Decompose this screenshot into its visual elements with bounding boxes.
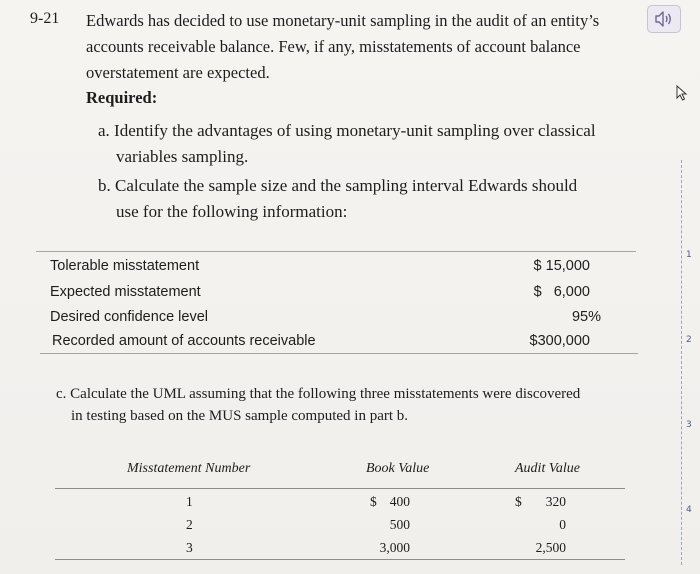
- misstatement-bottom-rule: [55, 559, 625, 560]
- speaker-icon: [654, 10, 674, 28]
- info-value: $300,000: [529, 333, 590, 349]
- part-a: [98, 118, 643, 170]
- ruler-tick: 4: [686, 505, 692, 515]
- info-label: Desired confidence level: [50, 309, 208, 325]
- required-label: Required:: [86, 88, 158, 107]
- audit-value: 320: [545, 494, 566, 509]
- read-aloud-button[interactable]: [647, 5, 681, 33]
- audit-dollar-sign: $: [515, 494, 522, 509]
- intro-line: accounts receivable balance. Few, if any, misstatements of account balance: [86, 37, 581, 56]
- book-value: 400: [389, 494, 410, 509]
- info-value: 95%: [571, 309, 601, 325]
- page-ruler: [681, 160, 694, 565]
- part-b-line: b. Calculate the sample size and the sampling interval Edwards should: [98, 176, 578, 195]
- info-value: $ 6,000: [533, 284, 590, 300]
- part-b-line: use for the following information:: [116, 202, 348, 221]
- info-label: Recorded amount of accounts receivable: [52, 333, 316, 349]
- header-audit-value: Audit Value: [515, 461, 580, 476]
- intro-line: Edwards has decided to use monetary-unit sampling in the audit of an entity’s: [86, 11, 600, 30]
- book-value: 3,000: [379, 540, 410, 555]
- part-a-line: variables sampling.: [116, 147, 249, 166]
- part-c: [56, 383, 646, 427]
- ruler-tick: 2: [686, 335, 692, 345]
- misstatement-number: 1: [186, 494, 193, 509]
- ruler-tick: 3: [686, 420, 692, 430]
- header-misstatement-number: Misstatement Number: [127, 461, 251, 476]
- misstatement-number: 3: [186, 540, 193, 555]
- part-c-line: c. Calculate the UML assuming that the following three misstatements were discovered: [56, 386, 581, 402]
- part-a-line: a. Identify the advantages of using monetary-unit sampling over classical: [98, 121, 596, 140]
- ruler-tick: 1: [686, 250, 692, 260]
- problem-number: 9-21: [30, 10, 60, 27]
- mouse-pointer-icon: [676, 85, 688, 101]
- table-top-rule: [36, 251, 636, 252]
- book-dollar-sign: $: [370, 494, 377, 509]
- info-label: Expected misstatement: [50, 284, 201, 300]
- book-value: 500: [389, 517, 410, 532]
- info-label: Tolerable misstatement: [50, 258, 200, 274]
- intro-line: overstatement are expected.: [86, 63, 270, 82]
- misstatement-number: 2: [186, 517, 193, 532]
- part-c-line: in testing based on the MUS sample computed in part b.: [71, 408, 409, 424]
- audit-value: 2,500: [535, 540, 566, 555]
- misstatement-header-rule: [55, 488, 625, 489]
- info-value: $ 15,000: [533, 258, 590, 274]
- header-book-value: Book Value: [366, 461, 430, 476]
- problem-intro: [86, 8, 626, 86]
- part-b: [98, 173, 643, 225]
- table-bottom-rule: [40, 353, 638, 354]
- audit-value: 0: [559, 517, 566, 532]
